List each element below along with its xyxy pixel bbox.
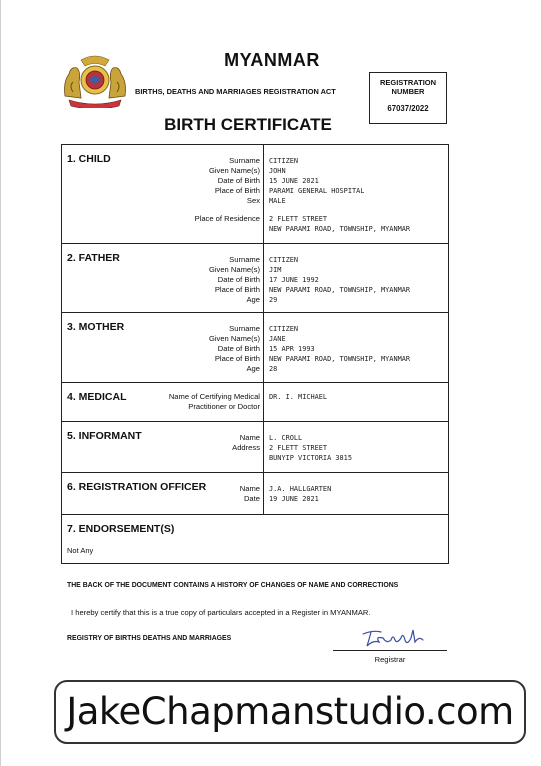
section-child xyxy=(62,145,448,244)
field-row xyxy=(62,453,450,463)
field-row xyxy=(62,214,450,224)
section-title: 4. MEDICAL xyxy=(67,391,127,403)
field-row xyxy=(62,364,450,374)
field-row xyxy=(62,255,450,265)
section-title: 7. ENDORSEMENT(S) xyxy=(67,523,175,535)
field-value: 19 JUNE 2021 xyxy=(269,495,319,503)
watermark-banner xyxy=(54,680,526,744)
endorsement-note: Not Any xyxy=(67,546,94,555)
field-value: 15 APR 1993 xyxy=(269,345,315,353)
field-label: Date of Birth xyxy=(217,275,260,284)
field-value: NEW PARAMI ROAD, TOWNSHIP, MYANMAR xyxy=(269,286,411,294)
section-title: 1. CHILD xyxy=(67,153,111,165)
field-label: Place of Birth xyxy=(214,186,260,195)
field-label: Place of Residence xyxy=(194,214,260,223)
field-value: NEW PARAMI ROAD, TOWNSHIP, MYANMAR xyxy=(269,355,411,363)
field-row xyxy=(62,324,450,334)
registration-number-value: 67037/2022 xyxy=(387,104,429,113)
field-row xyxy=(62,285,450,295)
document-title: BIRTH CERTIFICATE xyxy=(164,115,332,134)
field-row xyxy=(62,275,450,285)
field-value: 17 JUNE 1992 xyxy=(269,276,319,284)
field-value: MALE xyxy=(269,197,286,205)
field-row xyxy=(62,484,450,494)
section-informant xyxy=(62,422,448,473)
field-value: JANE xyxy=(269,335,286,343)
section-title: 6. REGISTRATION OFFICER xyxy=(67,481,207,493)
field-row xyxy=(62,224,450,234)
field-value: BUNYIP VICTORIA 3815 xyxy=(269,454,352,462)
field-row xyxy=(62,176,450,186)
field-row xyxy=(62,166,450,176)
field-value: 2 FLETT STREET xyxy=(269,215,328,223)
registrar-signature xyxy=(359,626,427,650)
field-label: Address xyxy=(232,443,260,452)
field-row xyxy=(62,392,450,414)
field-value: CITIZEN xyxy=(269,157,299,165)
section-mother xyxy=(62,313,448,383)
field-label: Place of Birth xyxy=(214,354,260,363)
field-label: Sex xyxy=(246,196,260,205)
field-label: Place of Birth xyxy=(214,285,260,294)
field-row xyxy=(62,186,450,196)
field-label: Given Name(s) xyxy=(208,166,260,175)
field-label: Date of Birth xyxy=(217,344,260,353)
section-medical xyxy=(62,383,448,422)
field-row xyxy=(62,433,450,443)
field-value: 2 FLETT STREET xyxy=(269,444,328,452)
field-label: Date xyxy=(243,494,260,503)
field-value: JIM xyxy=(269,266,282,274)
field-value: 15 JUNE 2021 xyxy=(269,177,319,185)
registrar-label: Registrar xyxy=(374,655,406,664)
field-value: CITIZEN xyxy=(269,256,299,264)
country-title: MYANMAR xyxy=(224,50,320,70)
section-endorsement xyxy=(62,515,448,563)
field-label: Name of Certifying Medical Practitioner or Doctor xyxy=(168,392,260,411)
field-label: Age xyxy=(246,295,260,304)
registry-name: REGISTRY OF BIRTHS DEATHS AND MARRIAGES xyxy=(67,635,232,642)
section-title: 2. FATHER xyxy=(67,252,120,264)
field-label: Name xyxy=(239,433,260,442)
field-label: Date of Birth xyxy=(217,176,260,185)
field-value: J.A. HALLGARTEN xyxy=(269,485,332,493)
field-value: NEW PARAMI ROAD, TOWNSHIP, MYANMAR xyxy=(269,225,411,233)
field-label: Surname xyxy=(229,324,260,333)
field-label: Age xyxy=(246,364,260,373)
field-row xyxy=(62,494,450,504)
field-label: Given Name(s) xyxy=(208,334,260,343)
field-value: CITIZEN xyxy=(269,325,299,333)
field-row xyxy=(62,156,450,166)
section-registration-officer xyxy=(62,473,448,515)
field-row xyxy=(62,354,450,364)
field-value: L. CROLL xyxy=(269,434,303,442)
field-row xyxy=(62,196,450,206)
watermark-text: JakeChapmanstudio.com xyxy=(66,690,514,733)
field-row xyxy=(62,295,450,305)
field-value: JOHN xyxy=(269,167,286,175)
field-label: Given Name(s) xyxy=(208,265,260,274)
field-value: DR. I. MICHAEL xyxy=(269,393,328,401)
field-row xyxy=(62,334,450,344)
section-father xyxy=(62,244,448,313)
field-label: Name xyxy=(239,484,260,493)
signature-line xyxy=(333,650,447,651)
field-value: 29 xyxy=(269,296,278,304)
field-value: 28 xyxy=(269,365,278,373)
field-label: Surname xyxy=(229,156,260,165)
certification-statement: I hereby certify that this is a true copy of particulars accepted in a Register in MYANMAR. xyxy=(71,608,371,617)
field-row xyxy=(62,265,450,275)
field-row xyxy=(62,344,450,354)
field-value: PARAMI GENERAL HOSPITAL xyxy=(269,187,365,195)
section-title: 3. MOTHER xyxy=(67,321,125,333)
field-label: Surname xyxy=(229,255,260,264)
act-subtitle: BIRTHS, DEATHS AND MARRIAGES REGISTRATION ACT xyxy=(135,87,336,96)
back-of-document-note: THE BACK OF THE DOCUMENT CONTAINS A HISTORY OF CHANGES OF NAME AND CORRECTIONS xyxy=(67,582,399,589)
section-title: 5. INFORMANT xyxy=(67,430,142,442)
details-table xyxy=(61,144,449,564)
registration-number-label: REGISTRATION NUMBER xyxy=(379,78,437,96)
field-row xyxy=(62,443,450,453)
